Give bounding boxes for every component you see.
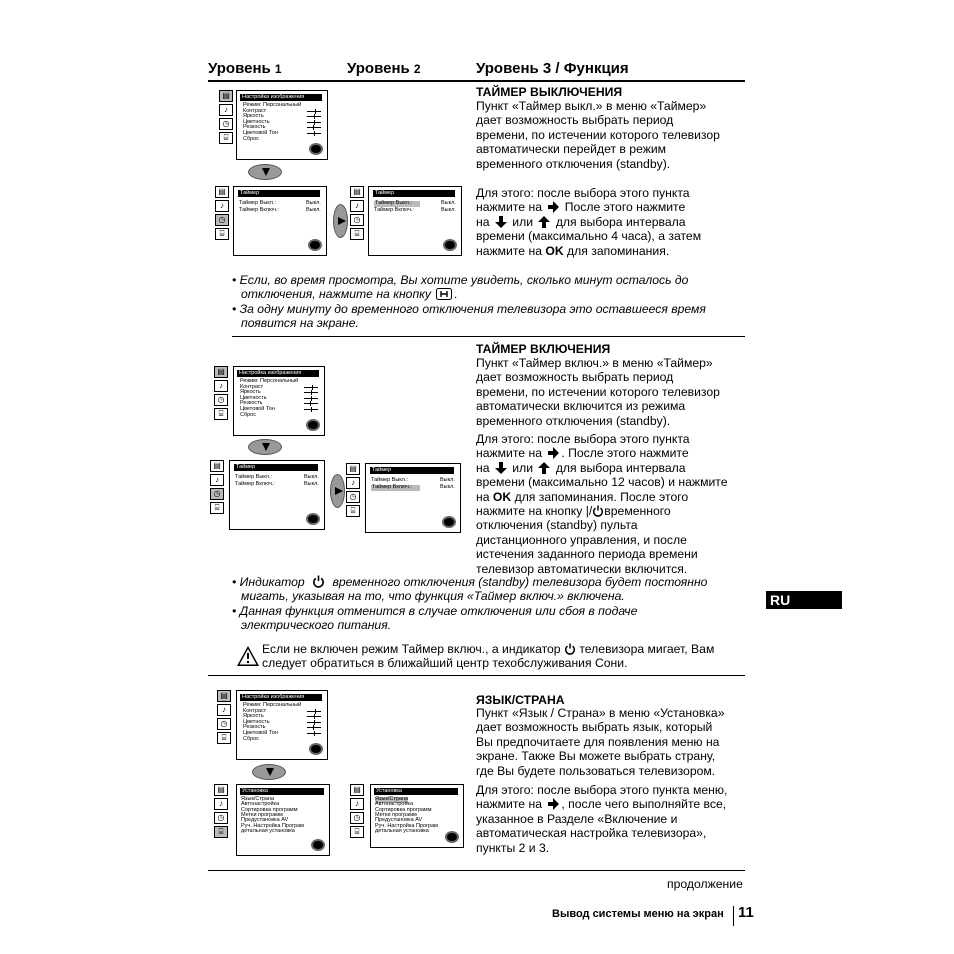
- clock-icon: ◷: [350, 812, 364, 824]
- power-icon: [312, 575, 325, 588]
- clock-icon: ◷: [210, 488, 224, 500]
- note-icon: ♪: [346, 477, 360, 489]
- slider-knob: [314, 731, 315, 736]
- menu-item: Сортировка программ: [241, 806, 298, 813]
- arrow-right-icon: [547, 447, 559, 459]
- ok-icon: [443, 239, 457, 251]
- clock-icon: ◷: [219, 118, 233, 130]
- tv-icon: ▤: [214, 784, 228, 796]
- toolbox-icon: ⌸: [219, 132, 233, 144]
- menu-title: Таймер: [370, 467, 454, 474]
- slider-bar: [304, 409, 318, 410]
- toolbox-icon: ⌸: [215, 228, 229, 240]
- continued-label: продолжение: [667, 877, 743, 891]
- level1-heading: Уровень 1: [208, 60, 282, 77]
- menu-item: Цветность: [240, 394, 267, 401]
- ok-icon: [308, 239, 322, 251]
- menu-item: Таймер Включ.:: [239, 207, 279, 213]
- menu-value: Выкл.: [304, 474, 319, 480]
- note-icon: ♪: [210, 474, 224, 486]
- menu-side-icons: [214, 784, 228, 840]
- menu-item: Контраст: [240, 383, 264, 390]
- footer-section-title: Вывод системы меню на экран: [552, 908, 724, 920]
- tv-icon: ▤: [350, 784, 364, 796]
- slider-knob: [314, 114, 315, 119]
- arrow-right-icon: [547, 798, 559, 810]
- note-icon: ♪: [350, 200, 364, 212]
- menu-item: Резкость: [243, 724, 266, 731]
- note-icon: ♪: [214, 798, 228, 810]
- ok-icon: [306, 513, 320, 525]
- slider-bar: [307, 711, 321, 712]
- sleep-timer-title: ТАЙМЕР ВЫКЛЮЧЕНИЯ: [476, 85, 623, 99]
- menu-title: Таймер: [234, 464, 318, 471]
- menu-item: Цветность: [243, 718, 270, 725]
- slider-knob: [315, 709, 316, 714]
- setup-menu-screen: [236, 784, 330, 856]
- toolbox-icon: ⌸: [214, 826, 228, 838]
- slider-knob: [310, 401, 311, 406]
- menu-item: детальная установка: [241, 827, 295, 834]
- slider-bar: [304, 398, 318, 399]
- note-icon: ♪: [215, 200, 229, 212]
- timer-menu-screen: [233, 186, 327, 256]
- menu-item: Сброс: [243, 735, 259, 742]
- menu-item: Цветовой Тон: [240, 406, 275, 412]
- toolbox-icon: ⌸: [214, 408, 228, 420]
- menu-item: Сброс: [243, 135, 259, 142]
- menu-value: Выкл.: [306, 207, 321, 213]
- tv-icon: ▤: [214, 366, 228, 378]
- menu-item: Контраст: [243, 707, 267, 714]
- toolbox-icon: ⌸: [217, 732, 231, 744]
- menu-item: Метки программ: [241, 811, 283, 818]
- ok-icon: [442, 516, 456, 528]
- toolbox-icon: ⌸: [346, 505, 360, 517]
- slider-knob: [313, 125, 314, 130]
- menu-value: Выкл.: [306, 200, 321, 206]
- menu-side-icons: [210, 460, 224, 516]
- menu-item: Язык/Страна: [241, 796, 275, 802]
- nav-down-button: [248, 164, 282, 180]
- ok-icon: [309, 743, 323, 755]
- menu-title: Настройка изображения: [240, 694, 322, 701]
- ok-icon: [445, 831, 459, 843]
- slider-bar: [307, 733, 321, 734]
- menu-item: Режим: Персональный: [243, 102, 302, 108]
- warning-icon: [236, 645, 260, 667]
- menu-item: детальная установка: [375, 827, 429, 834]
- slider-knob: [315, 109, 316, 114]
- level3-heading: Уровень 3 / Функция: [476, 60, 629, 77]
- menu-item: Сброс: [240, 411, 256, 418]
- arrow-up-icon: [538, 462, 550, 474]
- nav-right-button: [333, 204, 348, 238]
- menu-item: Яркость: [243, 113, 264, 120]
- menu-value: Выкл.: [304, 481, 319, 487]
- menu-side-icons: [346, 463, 360, 519]
- slider-bar: [307, 722, 321, 723]
- menu-item: Автонастройка: [241, 801, 280, 808]
- footer-divider: [733, 906, 734, 926]
- clock-icon: ◷: [214, 812, 228, 824]
- menu-item: Резкость: [243, 124, 266, 131]
- slider-knob: [312, 385, 313, 390]
- toolbox-icon: ⌸: [350, 826, 364, 838]
- menu-title: Настройка изображения: [240, 94, 322, 101]
- menu-item: Автонастройка: [375, 801, 414, 808]
- arrow-down-icon: [495, 462, 507, 474]
- tv-icon: ▤: [217, 690, 231, 702]
- menu-item: Яркость: [243, 713, 264, 720]
- on-timer-para1: Пункт «Таймер включ.» в меню «Таймер» дает возможность выбрать период времени, по истечении которого телевизор автоматически включится из режима временного отключения (standby).: [476, 356, 720, 428]
- menu-title: Настройка изображения: [237, 370, 319, 377]
- clock-icon: ◷: [217, 718, 231, 730]
- picture-menu-screen: [233, 366, 325, 436]
- arrow-right-icon: [547, 201, 559, 213]
- clock-icon: ◷: [350, 214, 364, 226]
- slider-bar: [307, 116, 321, 117]
- menu-item: Таймер Выкл.:: [374, 201, 420, 207]
- menu-item: Таймер Включ.:: [374, 207, 414, 213]
- menu-item: Таймер Включ.:: [371, 485, 420, 491]
- menu-title: Установка: [374, 788, 458, 795]
- tv-icon: ▤: [350, 186, 364, 198]
- language-badge: RU: [766, 591, 842, 609]
- setup-menu-screen-selected: [370, 784, 464, 848]
- menu-item: Цветность: [243, 118, 270, 125]
- menu-side-icons: [350, 186, 364, 242]
- warning-text: Если не включен режим Таймер включ., а индикатор телевизора мигает, Вам следует обратиться в ближайший центр техобслуживания Сони.: [262, 642, 715, 671]
- slider-knob: [311, 396, 312, 401]
- power-icon: [564, 643, 576, 655]
- note-icon: ♪: [214, 380, 228, 392]
- menu-item: Яркость: [240, 389, 261, 396]
- menu-item: Резкость: [240, 400, 263, 407]
- note-icon: ♪: [350, 798, 364, 810]
- toolbox-icon: ⌸: [210, 502, 224, 514]
- menu-item: Цветовой Тон: [243, 130, 278, 136]
- menu-item: Таймер Выкл.:: [235, 474, 273, 480]
- tv-icon: ▤: [210, 460, 224, 472]
- arrow-up-icon: [538, 216, 550, 228]
- slider-bar: [304, 387, 318, 388]
- menu-item: Руч. Настройка Програм: [241, 822, 304, 829]
- menu-item: Предустановка AV: [375, 817, 423, 824]
- menu-title: Установка: [240, 788, 324, 795]
- slider-bar: [307, 127, 321, 128]
- menu-item: Предустановка AV: [241, 817, 289, 824]
- slider-bar: [304, 403, 318, 404]
- page-number: 11: [738, 904, 754, 921]
- nav-right-button: [330, 474, 345, 508]
- clock-icon: ◷: [346, 491, 360, 503]
- ok-icon: [306, 419, 320, 431]
- level2-heading: Уровень 2: [347, 60, 421, 77]
- language-para1: Пункт «Язык / Страна» в меню «Установка» дает возможность выбрать язык, который Вы предпочитаете для появления меню на экране. Также Вы можете выбрать страну, где Вы будете пользоваться телевизором.: [476, 706, 725, 778]
- menu-side-icons: [215, 186, 229, 242]
- slider-knob: [311, 407, 312, 412]
- menu-value: Выкл.: [441, 207, 456, 213]
- sleep-timer-para2: Для этого: после выбора этого пункта нажмите на После этого нажмите на или для выбора интервала времени (максимально 4 часа), а затем нажмите на OK для запоминания.: [476, 186, 702, 258]
- menu-item: Таймер Включ.:: [235, 481, 275, 487]
- on-timer-notes: • Индикатор временного отключения (standby) телевизора будет постоянно мигать, указывая на то, что функция «Таймер включ.» включена. • Данная функция отменится в случае отключения или сбоя в подаче электрического питания.: [232, 575, 708, 633]
- tv-icon: ▤: [215, 186, 229, 198]
- menu-item: Руч. Настройка Програм: [375, 822, 438, 829]
- tv-icon: ▤: [219, 90, 233, 102]
- menu-item: Метки программ: [375, 811, 417, 818]
- menu-item: Режим: Персональный: [240, 378, 299, 384]
- menu-side-icons: [214, 366, 228, 422]
- toolbox-icon: ⌸: [350, 228, 364, 240]
- slider-knob: [314, 131, 315, 136]
- menu-item: Таймер Выкл.:: [371, 477, 409, 483]
- picture-menu-screen: [236, 690, 328, 760]
- slider-knob: [313, 725, 314, 730]
- nav-down-button: [248, 439, 282, 455]
- tv-icon: ▤: [346, 463, 360, 475]
- slider-bar: [307, 133, 321, 134]
- menu-item: Цветовой Тон: [243, 730, 278, 736]
- note-icon: ♪: [217, 704, 231, 716]
- note-icon: ♪: [219, 104, 233, 116]
- ok-icon: [311, 839, 325, 851]
- timer-menu-screen-selected: [365, 463, 461, 533]
- arrow-down-icon: [495, 216, 507, 228]
- menu-value: Выкл.: [441, 200, 456, 206]
- on-timer-para2: Для этого: после выбора этого пункта нажмите на . После этого нажмите на или для выбора интервала времени (максимально 12 часов) и нажмите на OK для запоминания. После этого нажмите на кнопку |/ временного отключения (standby) пульта дистанционного управления, и после истечения заданного периода времени телевизор автоматически включится.: [476, 432, 728, 576]
- on-timer-title: ТАЙМЕР ВКЛЮЧЕНИЯ: [476, 342, 611, 356]
- picture-menu-screen: [236, 90, 328, 160]
- slider-bar: [304, 392, 318, 393]
- menu-title: Таймер: [373, 190, 455, 197]
- menu-value: Выкл.: [440, 484, 455, 490]
- section-rule: [232, 336, 745, 337]
- ok-icon: [309, 143, 323, 155]
- clock-icon: ◷: [215, 214, 229, 226]
- nav-down-button: [252, 764, 286, 780]
- menu-item: Контраст: [243, 107, 267, 114]
- menu-item: Язык/Страна: [375, 796, 409, 802]
- slider-bar: [307, 122, 321, 123]
- slider-knob: [314, 720, 315, 725]
- slider-bar: [307, 716, 321, 717]
- sleep-timer-para1: Пункт «Таймер выкл.» в меню «Таймер» дает возможность выбрать период времени, по истечении которого телевизор автоматически перейдет в режим временного отключения (standby).: [476, 99, 720, 171]
- timer-menu-screen: [229, 460, 325, 530]
- power-icon: [592, 505, 604, 517]
- menu-side-icons: [219, 90, 233, 146]
- language-title: ЯЗЫК/СТРАНА: [476, 693, 565, 707]
- menu-side-icons: [217, 690, 231, 746]
- section-rule: [208, 870, 745, 871]
- slider-knob: [314, 714, 315, 719]
- header-rule: [208, 80, 745, 82]
- sleep-timer-notes: • Если, во время просмотра, Вы хотите увидеть, сколько минут осталось до отключения, нажмите на кнопку . • За одну минуту до временного отключения телевизора это оставшееся время появится на экране.: [232, 273, 706, 331]
- timer-menu-screen-selected: [368, 186, 462, 256]
- slider-knob: [311, 390, 312, 395]
- menu-item: Сортировка программ: [375, 806, 432, 813]
- slider-bar: [307, 111, 321, 112]
- menu-item: Режим: Персональный: [243, 702, 302, 708]
- language-para2: Для этого: после выбора этого пункта меню, нажмите на , после чего выполняйте все, указанное в Разделе «Включение и автоматическая настройка телевизора», пункты 2 и 3.: [476, 783, 728, 855]
- info-button-icon: [436, 288, 452, 300]
- section-rule: [208, 675, 745, 676]
- clock-icon: ◷: [214, 394, 228, 406]
- slider-knob: [314, 120, 315, 125]
- menu-side-icons: [350, 784, 364, 840]
- menu-value: Выкл.: [440, 477, 455, 483]
- menu-title: Таймер: [238, 190, 320, 197]
- menu-item: Таймер Выкл.:: [239, 200, 277, 206]
- slider-bar: [307, 727, 321, 728]
